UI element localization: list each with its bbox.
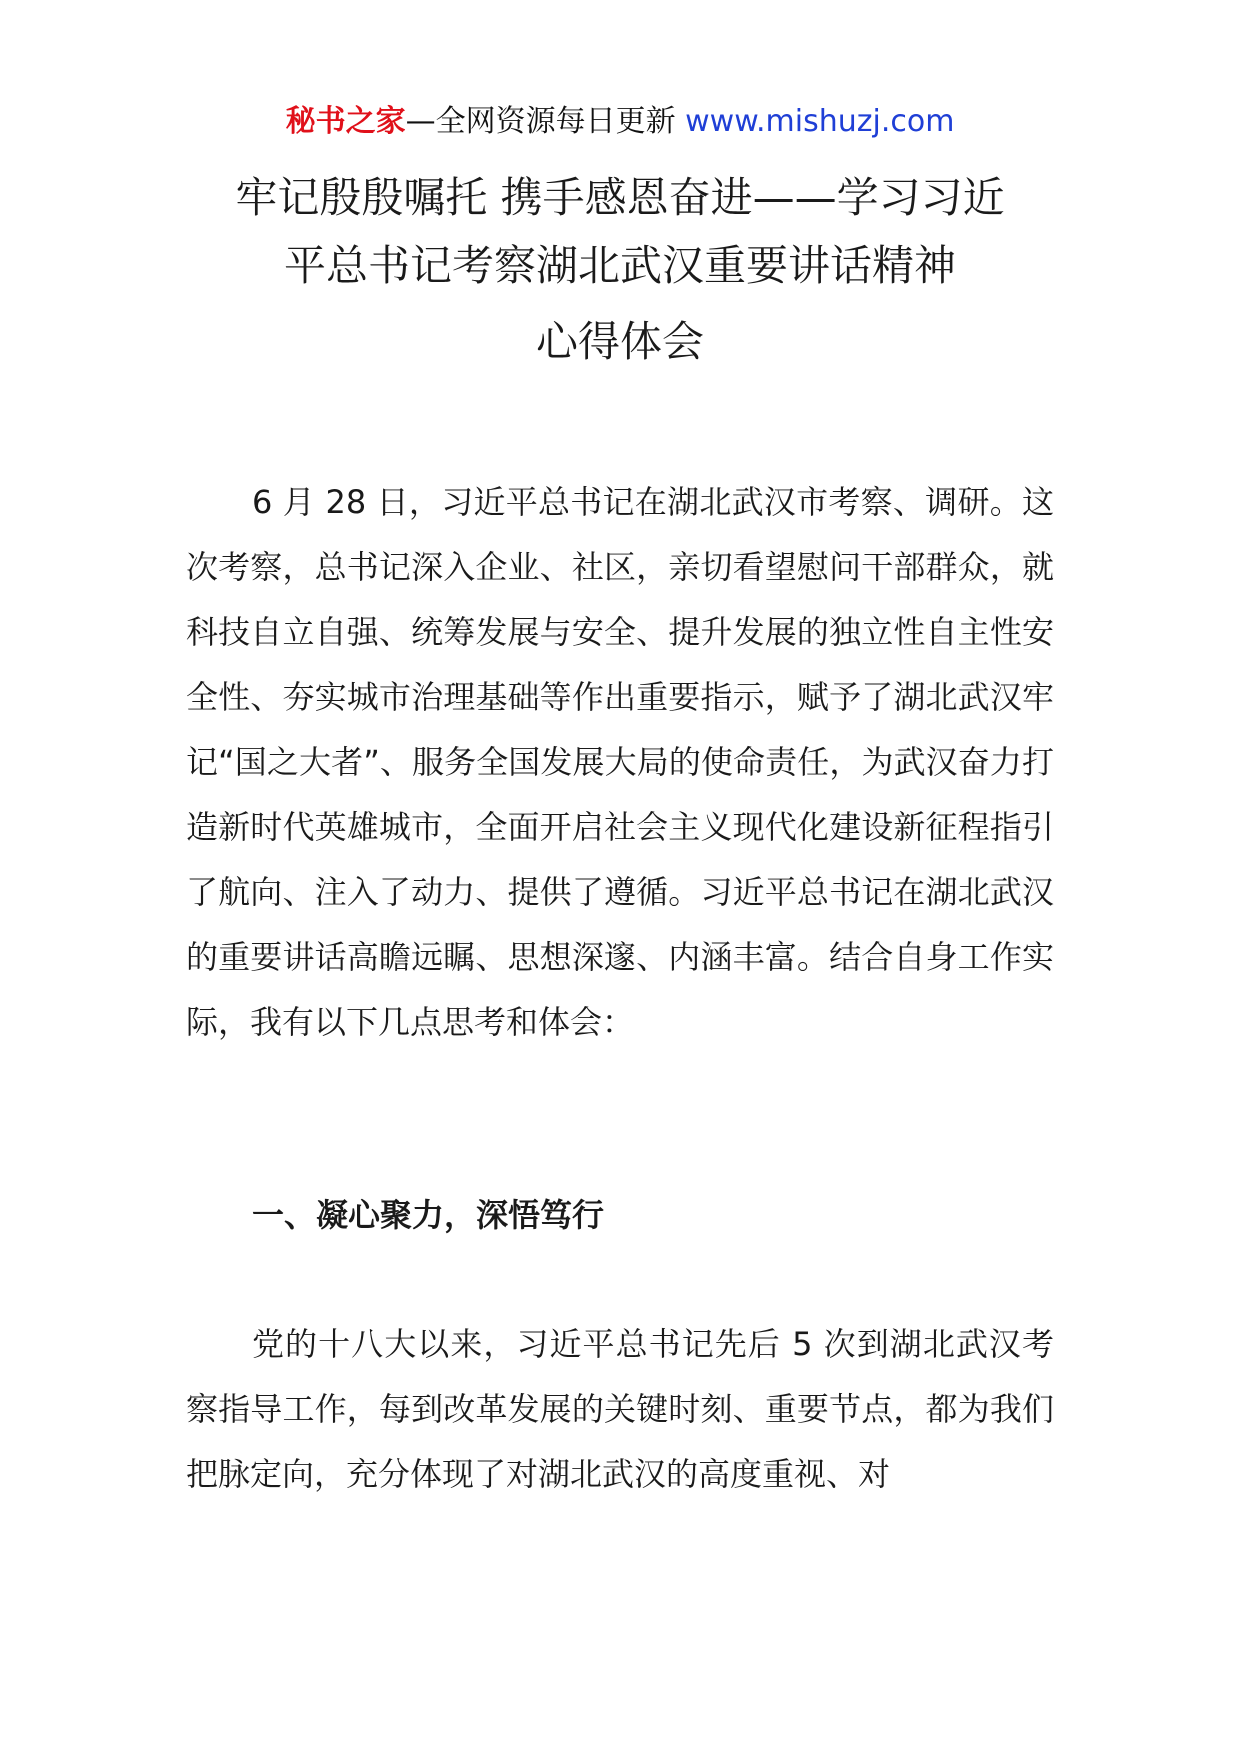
title-line-2: 平总书记考察湖北武汉重要讲话精神 [283, 241, 956, 290]
site-banner [0, 100, 1240, 144]
section-1-paragraph: 党的十八大以来，习近平总书记先后 5 次到湖北武汉考察指导工作，每到改革发展的关键时刻、重要节点，都为我们把脉定向，充分体现了对湖北武汉的高度重视、对 [186, 1325, 1054, 1493]
site-url-link[interactable]: www.mishuzj.com [685, 104, 955, 139]
title-line-3: 心得体会 [535, 317, 704, 366]
banner-tagline: —全网资源每日更新 [405, 104, 676, 139]
document-title [0, 164, 1240, 376]
intro-paragraph: 6 月 28 日，习近平总书记在湖北武汉市考察、调研。这次考察，总书记深入企业、社区，亲切看望慰问干部群众，就科技自立自强、统筹发展与安全、提升发展的独立性自主性安全性、夯实城市治理基础等作出重要指示，赋予了湖北武汉牢记“国之大者”、服务全国发展大局的使命责任，为武汉奋力打造新时代英雄城市，全面开启社会主义现代化建设新征程指引了航向、注入了动力、提供了遵循。习近平总书记在湖北武汉的重要讲话高瞻远瞩、思想深邃、内涵丰富。结合自身工作实际，我有以下几点思考和体会： [186, 483, 1054, 1041]
title-line-1: 牢记殷殷嘱托 携手感恩奋进——学习习近 [235, 173, 1005, 222]
section-heading-1: 一、凝心聚力，深悟笃行 [252, 1196, 605, 1234]
brand-name: 秘书之家 [285, 104, 406, 139]
